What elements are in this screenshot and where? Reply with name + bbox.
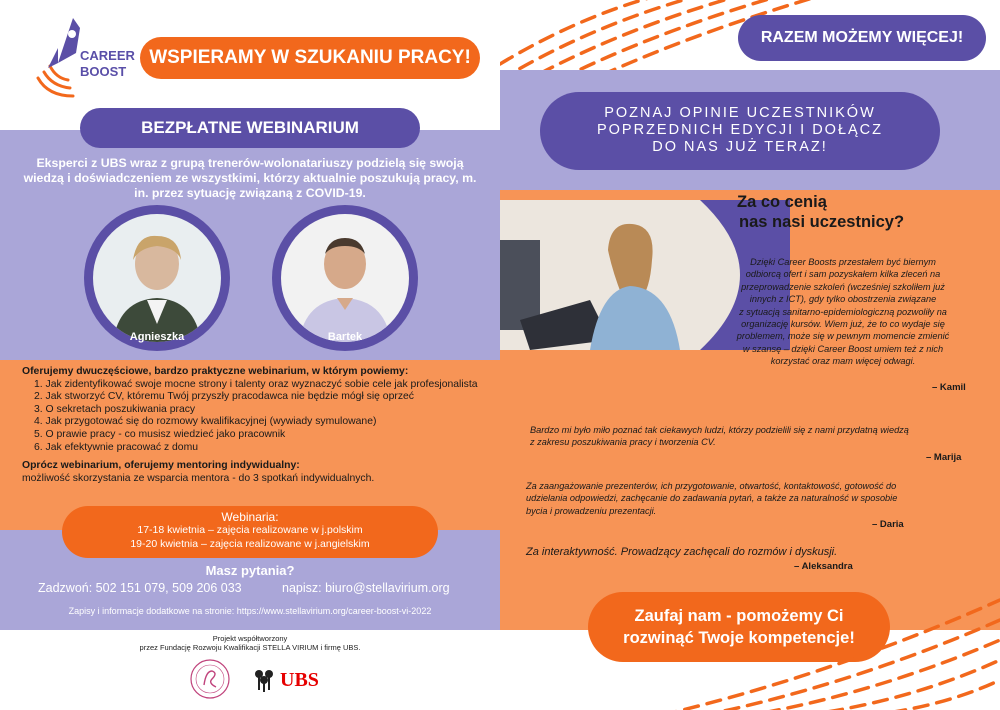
cta-line: rozwinąć Twoje kompetencje! bbox=[623, 629, 855, 647]
man-portrait-icon bbox=[281, 214, 409, 342]
mentoring-heading: Oprócz webinarium, oferujemy mentoring indywidualny: bbox=[22, 460, 300, 472]
footer-line: Projekt współtworzony bbox=[212, 634, 288, 643]
ubs-wordmark: UBS bbox=[280, 669, 319, 691]
invite-banner bbox=[540, 92, 940, 170]
trainer-name: Agnieszka bbox=[129, 331, 185, 343]
signup-info: Zapisy i informacje dodatkowe na stronie: https://www.stellavirium.org/career-boost-vi-2022 bbox=[68, 606, 432, 616]
invite-line: POZNAJ OPINIE UCZESTNIKÓW bbox=[604, 105, 876, 121]
list-item: 6. Jak efektywnie pracować z domu bbox=[34, 441, 199, 453]
headline-banner: WSPIERAMY W SZUKANIU PRACY! bbox=[140, 37, 480, 79]
offer-heading: Oferujemy dwuczęściowe, bardzo praktyczne webinarium, w którym powiemy: bbox=[22, 366, 409, 377]
offer-list bbox=[22, 379, 492, 455]
schedule-banner bbox=[62, 506, 438, 558]
schedule-line: 19-20 kwietnia – zajęcia realizowane w j.angielskim bbox=[130, 537, 370, 550]
testimonials-heading bbox=[737, 192, 904, 232]
trainer-photo-agnieszka bbox=[84, 205, 230, 351]
schedule-title: Webinaria: bbox=[221, 510, 279, 524]
quote-line: bycia i prowadzeniu prezentacji. bbox=[526, 505, 657, 516]
invite-line: DO NAS JUŻ TERAZ! bbox=[652, 139, 828, 155]
quote-line: przeprowadzenie szkoleń (wcześniej szkoliłem już bbox=[741, 281, 945, 292]
list-item: 2. Jak stworzyć CV, któremu Twój przyszły pracodawca nie będzie mógł się oprzeć bbox=[34, 391, 414, 403]
list-item: 1. Jak zidentyfikować swoje mocne strony i talenty oraz wyznaczyć sobie cele jak profesjonalista bbox=[34, 378, 478, 390]
quote-line: organizację kursów. Wiem już, że to co wydaje się bbox=[741, 319, 945, 330]
heading-line: Za co cenią bbox=[737, 193, 827, 211]
logo-text bbox=[80, 48, 135, 80]
stella-virium-seal-icon bbox=[188, 657, 232, 701]
intro-text: Eksperci z UBS wraz z grupą trenerów-wolonatariuszy podzielą się swoją wiedzą i doświadczeniem ze wszystkimi, którzy aktualnie poszukują pracy, m. in. przez sytuację związaną z COVID-19. bbox=[23, 156, 477, 200]
footer-line: przez Fundację Rozwoju Kwalifikacji STELLA VIRIUM i firmę UBS. bbox=[139, 643, 361, 652]
decorative-dashes-bottom-icon bbox=[500, 560, 1000, 710]
testimonial-kamil bbox=[712, 256, 974, 368]
ubs-logo bbox=[250, 666, 330, 694]
heading-line: nas nasi uczestnicy? bbox=[739, 213, 905, 231]
invite-line: POPRZEDNICH EDYCJI I DOŁĄCZ bbox=[596, 122, 884, 138]
quote-line: w szansę – dzięki Career Boost umiem też z nich bbox=[742, 343, 944, 354]
quote-line: korzystać oraz mam więcej odwagi. bbox=[770, 356, 916, 367]
list-item: 5. O prawie pracy - co musisz wiedzieć jako pracownik bbox=[34, 428, 286, 440]
woman-portrait-icon bbox=[93, 214, 221, 342]
slogan-banner: RAZEM MOŻEMY WIĘCEJ! bbox=[738, 15, 986, 61]
testimonial-daria bbox=[526, 480, 976, 517]
contact-phone: Zadzwoń: 502 151 079, 509 206 033 bbox=[38, 581, 242, 595]
quote-line: udzielania odpowiedzi, zachęcanie do zadawania pytań, a także za naturalność w sposobie bbox=[526, 493, 898, 504]
offer-section bbox=[22, 366, 492, 485]
quote-line: Bardzo mi było miło poznać tak ciekawych ludzi, którzy podzielili się z nami przydatną wiedzą bbox=[530, 425, 909, 435]
footer-text bbox=[100, 634, 400, 652]
list-item: 3. O sekretach poszukiwania pracy bbox=[34, 403, 196, 415]
testimonial-author: – Aleksandra bbox=[794, 561, 853, 572]
trainer-portrait bbox=[93, 214, 221, 342]
quote-line: problemem, może się w pewnym momencie zmienić bbox=[736, 331, 950, 342]
trainer-name: Bartek bbox=[327, 331, 363, 343]
list-item: 4. Jak przygotować się do rozmowy kwalifikacyjnej (wywiady symulowane) bbox=[34, 416, 377, 428]
quote-line: innych z ICT), gdy tylko obostrzenia związane bbox=[749, 294, 937, 305]
logo-line-1: CAREER bbox=[80, 48, 135, 63]
cta-line: Zaufaj nam - pomożemy Ci bbox=[634, 607, 844, 625]
testimonial-marija bbox=[530, 424, 970, 449]
quote-line: Za zaangażowanie prezenterów, ich przygotowanie, otwartość, kontaktowość, gotowość do bbox=[526, 481, 897, 491]
contact-title: Masz pytania? bbox=[205, 563, 295, 578]
testimonial-author: – Daria bbox=[872, 519, 904, 530]
keys-icon bbox=[250, 666, 278, 694]
right-panel bbox=[500, 0, 1000, 710]
schedule-line: 17-18 kwietnia – zajęcia realizowane w j.polskim bbox=[137, 524, 363, 536]
logo-line-2: BOOST bbox=[80, 64, 127, 79]
quote-line: z sytuacją sanitarno-epidemiologiczną pozwoliły na bbox=[739, 306, 947, 317]
quote-line: Za interaktywność. Prowadzący zachęcali do rozmów i dyskusji. bbox=[526, 546, 838, 558]
quote-line: z zakresu poszukiwania pracy i tworzenia CV. bbox=[530, 437, 716, 448]
contact-email: napisz: biuro@stellavirium.org bbox=[282, 581, 450, 595]
quote-line: odbiorcą ofert i sam pozyskałem kilka zleceń na bbox=[745, 269, 941, 280]
webinar-title-banner: BEZPŁATNE WEBINARIUM bbox=[80, 108, 420, 148]
mentoring-text: możliwość skorzystania ze wsparcia mentora - do 3 spotkań indywidualnych. bbox=[22, 472, 375, 484]
quote-line: Dzięki Career Boosts przestałem być biernym bbox=[750, 257, 936, 267]
testimonial-aleksandra bbox=[526, 546, 966, 558]
testimonial-author: – Marija bbox=[926, 452, 962, 463]
testimonial-author: – Kamil bbox=[932, 382, 966, 393]
trainer-photo-bartek bbox=[272, 205, 418, 351]
trainer-portrait bbox=[281, 214, 409, 342]
